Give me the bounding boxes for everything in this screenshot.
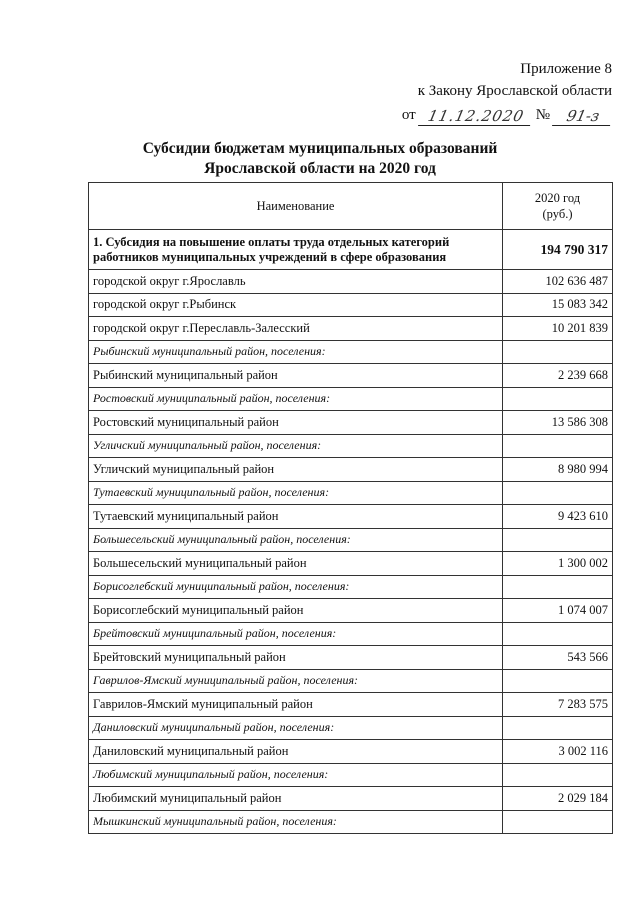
title-line-2: Ярославской области на 2020 год (204, 160, 436, 177)
row-value (503, 810, 613, 834)
date-number-line (402, 104, 612, 126)
from-label: от (401, 107, 416, 123)
row-name: Тутаевский муниципальный район (89, 505, 503, 529)
row-name: Ростовский муниципальный район (89, 411, 503, 435)
row-value: 3 002 116 (503, 740, 613, 764)
row-name: Даниловский муниципальный район, поселения: (89, 716, 503, 740)
appendix-label: Приложение 8 (520, 61, 612, 77)
table-row (89, 599, 613, 623)
row-value: 1 074 007 (503, 599, 613, 623)
column-header-year: 2020 год (534, 191, 581, 205)
row-value: 2 239 668 (503, 364, 613, 388)
column-header-name: Наименование (89, 183, 503, 230)
row-value: 7 283 575 (503, 693, 613, 717)
row-name: городской округ г.Ярославль (89, 270, 503, 294)
row-value (503, 575, 613, 599)
row-name: городской округ г.Переславль-Залесский (89, 317, 503, 341)
row-value (503, 434, 613, 458)
row-name: Большесельский муниципальный район, поселения: (89, 528, 503, 552)
row-value: 13 586 308 (503, 411, 613, 435)
column-header-unit: (руб.) (542, 207, 573, 221)
table-row (89, 293, 613, 317)
row-name: Брейтовский муниципальный район (89, 646, 503, 670)
row-value (503, 763, 613, 787)
table-row (89, 411, 613, 435)
table-body (89, 230, 613, 834)
subheading-row (89, 481, 613, 505)
table-row (89, 787, 613, 811)
row-name: городской округ г.Рыбинск (89, 293, 503, 317)
row-value (503, 481, 613, 505)
row-name: Борисоглебский муниципальный район, поселения: (89, 575, 503, 599)
row-name: Мышкинский муниципальный район, поселения: (89, 810, 503, 834)
row-value (503, 669, 613, 693)
subheading-row (89, 387, 613, 411)
table-header-row (89, 183, 613, 230)
subheading-row (89, 340, 613, 364)
table-row (89, 270, 613, 294)
row-name: Большесельский муниципальный район (89, 552, 503, 576)
row-value: 543 566 (503, 646, 613, 670)
row-name: Брейтовский муниципальный район, поселения: (89, 622, 503, 646)
row-name: Даниловский муниципальный район (89, 740, 503, 764)
row-name: Гаврилов-Ямский муниципальный район (89, 693, 503, 717)
row-name: Ростовский муниципальный район, поселения: (89, 387, 503, 411)
table-row (89, 505, 613, 529)
table-row (89, 646, 613, 670)
table-row (89, 693, 613, 717)
table-row (89, 317, 613, 341)
row-value (503, 528, 613, 552)
row-name: Тутаевский муниципальный район, поселения: (89, 481, 503, 505)
subheading-row (89, 763, 613, 787)
section-row (89, 230, 613, 270)
subheading-row (89, 434, 613, 458)
row-name: Любимский муниципальный район (89, 787, 503, 811)
row-name: Угличский муниципальный район, поселения: (89, 434, 503, 458)
column-header-value (503, 183, 613, 230)
row-name: Гаврилов-Ямский муниципальный район, поселения: (89, 669, 503, 693)
row-value (503, 387, 613, 411)
law-reference: к Закону Ярославской области (417, 83, 612, 99)
document-header (402, 58, 612, 126)
subheading-row (89, 716, 613, 740)
row-name: Угличский муниципальный район (89, 458, 503, 482)
row-value (503, 622, 613, 646)
row-value (503, 716, 613, 740)
number-label: № (535, 107, 550, 123)
row-value: 8 980 994 (503, 458, 613, 482)
subheading-row (89, 669, 613, 693)
table-row (89, 552, 613, 576)
section-value: 194 790 317 (503, 230, 613, 270)
row-value: 1 300 002 (503, 552, 613, 576)
row-value: 10 201 839 (503, 317, 613, 341)
section-name: 1. Субсидия на повышение оплаты труда отдельных категорий работников муниципальных учреждений в сфере образования (89, 230, 503, 270)
document-title (0, 139, 640, 179)
row-value: 102 636 487 (503, 270, 613, 294)
subheading-row (89, 622, 613, 646)
row-name: Любимский муниципальный район, поселения: (89, 763, 503, 787)
table-row (89, 740, 613, 764)
title-line-1: Субсидии бюджетам муниципальных образований (142, 140, 498, 157)
handwritten-date: 11.12.2020 (418, 107, 534, 126)
row-value: 2 029 184 (503, 787, 613, 811)
subheading-row (89, 575, 613, 599)
handwritten-number: 91-з (552, 107, 614, 126)
row-name: Рыбинский муниципальный район, поселения: (89, 340, 503, 364)
table-row (89, 364, 613, 388)
row-value (503, 340, 613, 364)
row-name: Рыбинский муниципальный район (89, 364, 503, 388)
subheading-row (89, 810, 613, 834)
subsidies-table (88, 182, 613, 834)
row-value: 9 423 610 (503, 505, 613, 529)
subheading-row (89, 528, 613, 552)
row-name: Борисоглебский муниципальный район (89, 599, 503, 623)
table-row (89, 458, 613, 482)
row-value: 15 083 342 (503, 293, 613, 317)
